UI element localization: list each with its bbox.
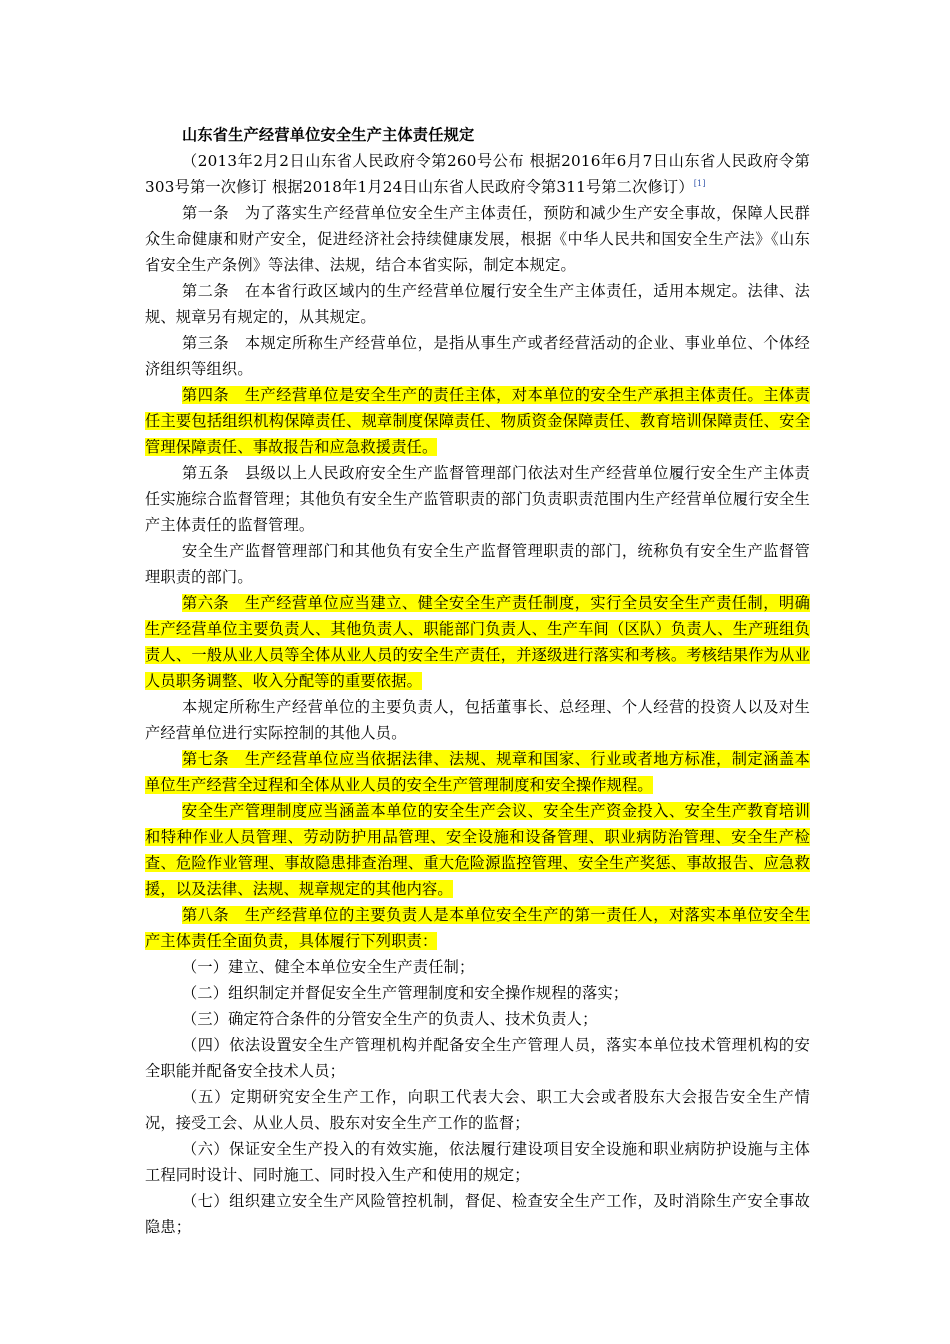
highlighted-paragraph-text: 第六条 生产经营单位应当建立、健全安全生产责任制度，实行全员安全生产责任制，明确生产经营单位主要负责人、其他负责人、职能部门负责人、生产车间（区队）负责人、生产班组负责人、一般从业人员等全体从业人员的安全生产责任，并逐级进行落实和考核。考核结果作为从业人员职务调整、收入分配等的重要依据。	[145, 594, 810, 690]
article-paragraph	[145, 694, 810, 746]
paragraph-text: 安全生产监督管理部门和其他负有安全生产监督管理职责的部门，统称负有安全生产监督管理职责的部门。	[145, 542, 810, 586]
paragraph-text: 第一条 为了落实生产经营单位安全生产主体责任，预防和减少生产安全事故，保障人民群众生命健康和财产安全，促进经济社会持续健康发展，根据《中华人民共和国安全生产法》《山东省安全生产条例》等法律、法规，结合本省实际，制定本规定。	[145, 204, 810, 274]
document-subtitle	[145, 148, 810, 200]
paragraph-text: （七）组织建立安全生产风险管控机制，督促、检查安全生产工作，及时消除生产安全事故隐患；	[145, 1192, 810, 1236]
article-paragraph	[145, 954, 810, 980]
highlighted-paragraph-text: 第七条 生产经营单位应当依据法律、法规、规章和国家、行业或者地方标准，制定涵盖本单位生产经营全过程和全体从业人员的安全生产管理制度和安全操作规程。	[145, 750, 810, 794]
article-paragraph	[145, 538, 810, 590]
paragraph-text: 第二条 在本省行政区域内的生产经营单位履行安全生产主体责任，适用本规定。法律、法规、规章另有规定的，从其规定。	[145, 282, 810, 326]
highlighted-paragraph-text: 第八条 生产经营单位的主要负责人是本单位安全生产的第一责任人，对落实本单位安全生产主体责任全面负责，具体履行下列职责：	[145, 906, 810, 950]
paragraph-text: （四）依法设置安全生产管理机构并配备安全生产管理人员，落实本单位技术管理机构的安全职能并配备安全技术人员；	[145, 1036, 810, 1080]
paragraph-text: （一）建立、健全本单位安全生产责任制；	[182, 958, 475, 976]
article-paragraph	[145, 746, 810, 798]
paragraph-text: （二）组织制定并督促安全生产管理制度和安全操作规程的落实；	[182, 984, 629, 1002]
article-paragraph	[145, 798, 810, 902]
article-paragraph	[145, 460, 810, 538]
article-paragraph	[145, 590, 810, 694]
footnote-link[interactable]: [1]	[693, 178, 706, 188]
article-paragraph	[145, 200, 810, 278]
article-paragraph	[145, 1006, 810, 1032]
subtitle-text: （2013年2月2日山东省人民政府令第260号公布 根据2016年6月7日山东省人民政府令第303号第一次修订 根据2018年1月24日山东省人民政府令第311号第二次修订）	[145, 152, 810, 196]
article-paragraph	[145, 382, 810, 460]
document-body	[145, 122, 810, 1240]
article-paragraph	[145, 1188, 810, 1240]
paragraph-text: （六）保证安全生产投入的有效实施，依法履行建设项目安全设施和职业病防护设施与主体工程同时设计、同时施工、同时投入生产和使用的规定；	[145, 1140, 810, 1184]
paragraph-text: （五）定期研究安全生产工作，向职工代表大会、职工大会或者股东大会报告安全生产情况，接受工会、从业人员、股东对安全生产工作的监督；	[145, 1088, 810, 1132]
paragraph-text: 本规定所称生产经营单位的主要负责人，包括董事长、总经理、个人经营的投资人以及对生产经营单位进行实际控制的其他人员。	[145, 698, 810, 742]
article-paragraph	[145, 1136, 810, 1188]
paragraph-text: （三）确定符合条件的分管安全生产的负责人、技术负责人；	[182, 1010, 598, 1028]
document-title: 山东省生产经营单位安全生产主体责任规定	[182, 126, 475, 144]
paragraph-text: 第三条 本规定所称生产经营单位，是指从事生产或者经营活动的企业、事业单位、个体经济组织等组织。	[145, 334, 810, 378]
article-paragraph	[145, 902, 810, 954]
paragraph-text: 第五条 县级以上人民政府安全生产监督管理部门依法对生产经营单位履行安全生产主体责任实施综合监督管理；其他负有安全生产监管职责的部门负责职责范围内生产经营单位履行安全生产主体责任的监督管理。	[145, 464, 810, 534]
article-paragraph	[145, 278, 810, 330]
article-paragraph	[145, 1032, 810, 1084]
article-paragraph	[145, 1084, 810, 1136]
highlighted-paragraph-text: 第四条 生产经营单位是安全生产的责任主体，对本单位的安全生产承担主体责任。主体责任主要包括组织机构保障责任、规章制度保障责任、物质资金保障责任、教育培训保障责任、安全管理保障责任、事故报告和应急救援责任。	[145, 386, 810, 456]
article-paragraph	[145, 980, 810, 1006]
highlighted-paragraph-text: 安全生产管理制度应当涵盖本单位的安全生产会议、安全生产资金投入、安全生产教育培训和特种作业人员管理、劳动防护用品管理、安全设施和设备管理、职业病防治管理、安全生产检查、危险作业管理、事故隐患排查治理、重大危险源监控管理、安全生产奖惩、事故报告、应急救援，以及法律、法规、规章规定的其他内容。	[145, 802, 810, 898]
article-list	[145, 200, 810, 1240]
article-paragraph	[145, 330, 810, 382]
